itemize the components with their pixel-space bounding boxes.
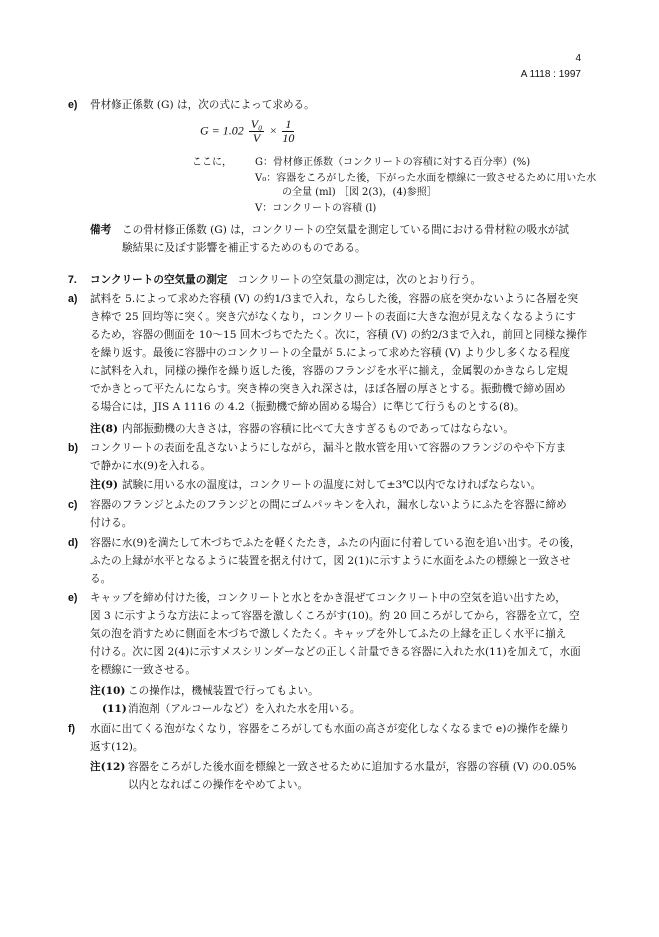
formula-num-1: V₀ [250, 117, 263, 131]
definition-text: コンクリートの容積 (l) [272, 203, 377, 214]
note-label: 注(8) [90, 423, 118, 435]
text-line: 容器のフランジとふたのフランジとの間にゴムパッキンを入れ，漏水しないようにふたを容器に締め [90, 499, 567, 511]
text-line: コンクリートの表面を乱さないようにしながら，漏斗と散水管を用いて容器のフランジのやや下方ま [90, 442, 567, 454]
formula [200, 118, 296, 145]
item-f-text [90, 720, 595, 756]
text-line: 返す(12)。 [90, 741, 144, 753]
text-line: るため，容器の側面を 10～15 回木づちでたたく。次に，容積 (V) の約2/3まで入れ，前回と同様な操作 [90, 329, 588, 341]
definition-v0-cont [282, 186, 602, 200]
note-text: 内部振動機の大きさは，容器の容積に比べて大きすぎるものであってはならない。 [122, 423, 514, 435]
text-line: を繰り返す。最後に容器中のコンクリートの全量が 5.によって求めた容積 (V) より少し多くなる程度 [90, 347, 570, 359]
note-text: 試験に用いる水の温度は，コンクリートの温度に対して±3℃以内でなければならない。 [122, 479, 542, 491]
definition-text: 骨材修正係数（コンクリートの容積に対する百分率）(%) [273, 157, 531, 168]
definition-g [255, 156, 600, 170]
text-line: 図 3 に示すような方法によって容器を激しくころがす(10)。約 20 回ころがしてから，容器を立て，空 [90, 610, 580, 622]
note-label: 注(10) [90, 685, 126, 697]
item-text: 骨材修正係数 (G) は，次の式によって求める。 [90, 99, 315, 111]
formula-times: × [269, 123, 278, 138]
standard-id: A 1118 : 1997 [520, 69, 581, 80]
item-mark: f) [68, 723, 76, 735]
note-label: (11) [102, 703, 127, 715]
item-mark: e) [68, 99, 78, 111]
formula-lhs: G = 1.02 [200, 123, 244, 138]
definition-v0 [255, 172, 600, 186]
text-line: 付ける。 [90, 517, 133, 529]
formula-num-2: 1 [282, 118, 294, 132]
item-mark: a) [68, 293, 78, 305]
section-number: 7. [68, 274, 77, 286]
item-a-text [90, 290, 595, 416]
definition-text: 容器をころがした後，下がった水面を標線に一致させるために用いた水 [276, 173, 597, 184]
definition-text: の全量 (ml) ［図 2(3)，(4)参照］ [282, 187, 437, 198]
definitions-intro: ここに， [192, 157, 232, 168]
text-line: 水面に出てくる泡がなくなり，容器をころがしても水面の高さが変化しなくなるまで e)の操作を繰り [90, 723, 570, 735]
note-label: 注(9) [90, 479, 118, 491]
formula-den-1: V [252, 131, 261, 145]
page-number: 4 [575, 53, 581, 64]
definition-symbol: V₀： [255, 173, 277, 184]
formula-den-2: 10 [282, 131, 295, 145]
definition-symbol: V： [255, 203, 273, 214]
note-text: 容器をころがした後水面を標線と一致させるために追加する水量が，容器の容積 (V) の0.05% [128, 761, 577, 773]
note-label: 注(12) [90, 761, 126, 773]
item-d-text [90, 534, 595, 588]
item-mark: d) [68, 537, 78, 549]
remark-line-1: この骨材修正係数 (G) は，コンクリートの空気量を測定している間における骨材粒の吸水が試 [122, 224, 569, 236]
text-line: キャップを締め付けた後，コンクリートと水とをかき混ぜてコンクリート中の空気を追い出すため， [90, 592, 566, 604]
section-title: コンクリートの空気量の測定 [90, 274, 228, 286]
text-line: 付ける。次に図 2(4)に示すメスシリンダーなどの正しく計量できる容器に入れた水(11)を加えて，水面 [90, 646, 581, 658]
item-c-text [90, 496, 595, 532]
item-e-text [90, 589, 595, 679]
item-mark: e) [68, 592, 78, 604]
text-line: ふたの上縁が水平となるように装置を据え付けて，図 2(1)に示すように水面をふたの標線と一致させ [90, 555, 571, 567]
note-text: 消泡剤（アルコールなど）を入れた水を用いる。 [128, 703, 361, 715]
text-line: る。 [90, 573, 112, 585]
text-line: 試料を 5.によって求めた容積 (V) の約1/3まで入れ，ならした後，容器の底を突かないように各層を突 [90, 293, 579, 305]
item-mark: b) [68, 442, 78, 454]
text-line: を標線に一致させる。 [90, 664, 196, 676]
item-b-text [90, 439, 595, 475]
text-line: 容器に水(9)を満たして木づちでふたを軽くたたき，ふたの内面に付着している泡を追い出す。その後， [90, 537, 581, 549]
remark-line-2: 験結果に及ぼす影響を補正するためのものである。 [122, 242, 366, 254]
item-mark: c) [68, 499, 78, 511]
section-heading [90, 271, 600, 289]
remark-label: 備考 [90, 224, 112, 236]
note-text: この操作は，機械装置で行ってもよい。 [128, 685, 319, 697]
section-intro: コンクリートの空気量の測定は，次のとおり行う。 [237, 274, 482, 286]
text-line: き棒で 25 回均等に突く。突き穴がなくなり，コンクリートの表面に大きな泡が見えなくなるようにす [90, 311, 576, 323]
note-text: 以内となればこの操作をやめてよい。 [128, 779, 309, 791]
formula-fraction-2 [282, 118, 294, 145]
text-line: に試料を入れ，同様の操作を繰り返した後，容器のフランジを水平に揃え，金属製のかきならし定規 [90, 365, 568, 377]
text-line: でかきとって平たんにならす。突き棒の突き入れ深さは，ほぼ各層の厚さとする。振動機で締め固め [90, 383, 566, 395]
text-line: 気の泡を消すために側面を木づちで激しくたたく。キャップを外してふたの上縁を正しく水平に揃え [90, 628, 567, 640]
text-line: で静かに水(9)を入れる。 [90, 460, 211, 472]
definition-v [255, 202, 600, 216]
text-line: る場合には，JIS A 1116 の 4.2（振動機で締め固める場合）に準じて行うものとする(8)。 [90, 401, 525, 413]
formula-fraction-1 [249, 118, 265, 145]
definition-symbol: G： [255, 157, 273, 168]
